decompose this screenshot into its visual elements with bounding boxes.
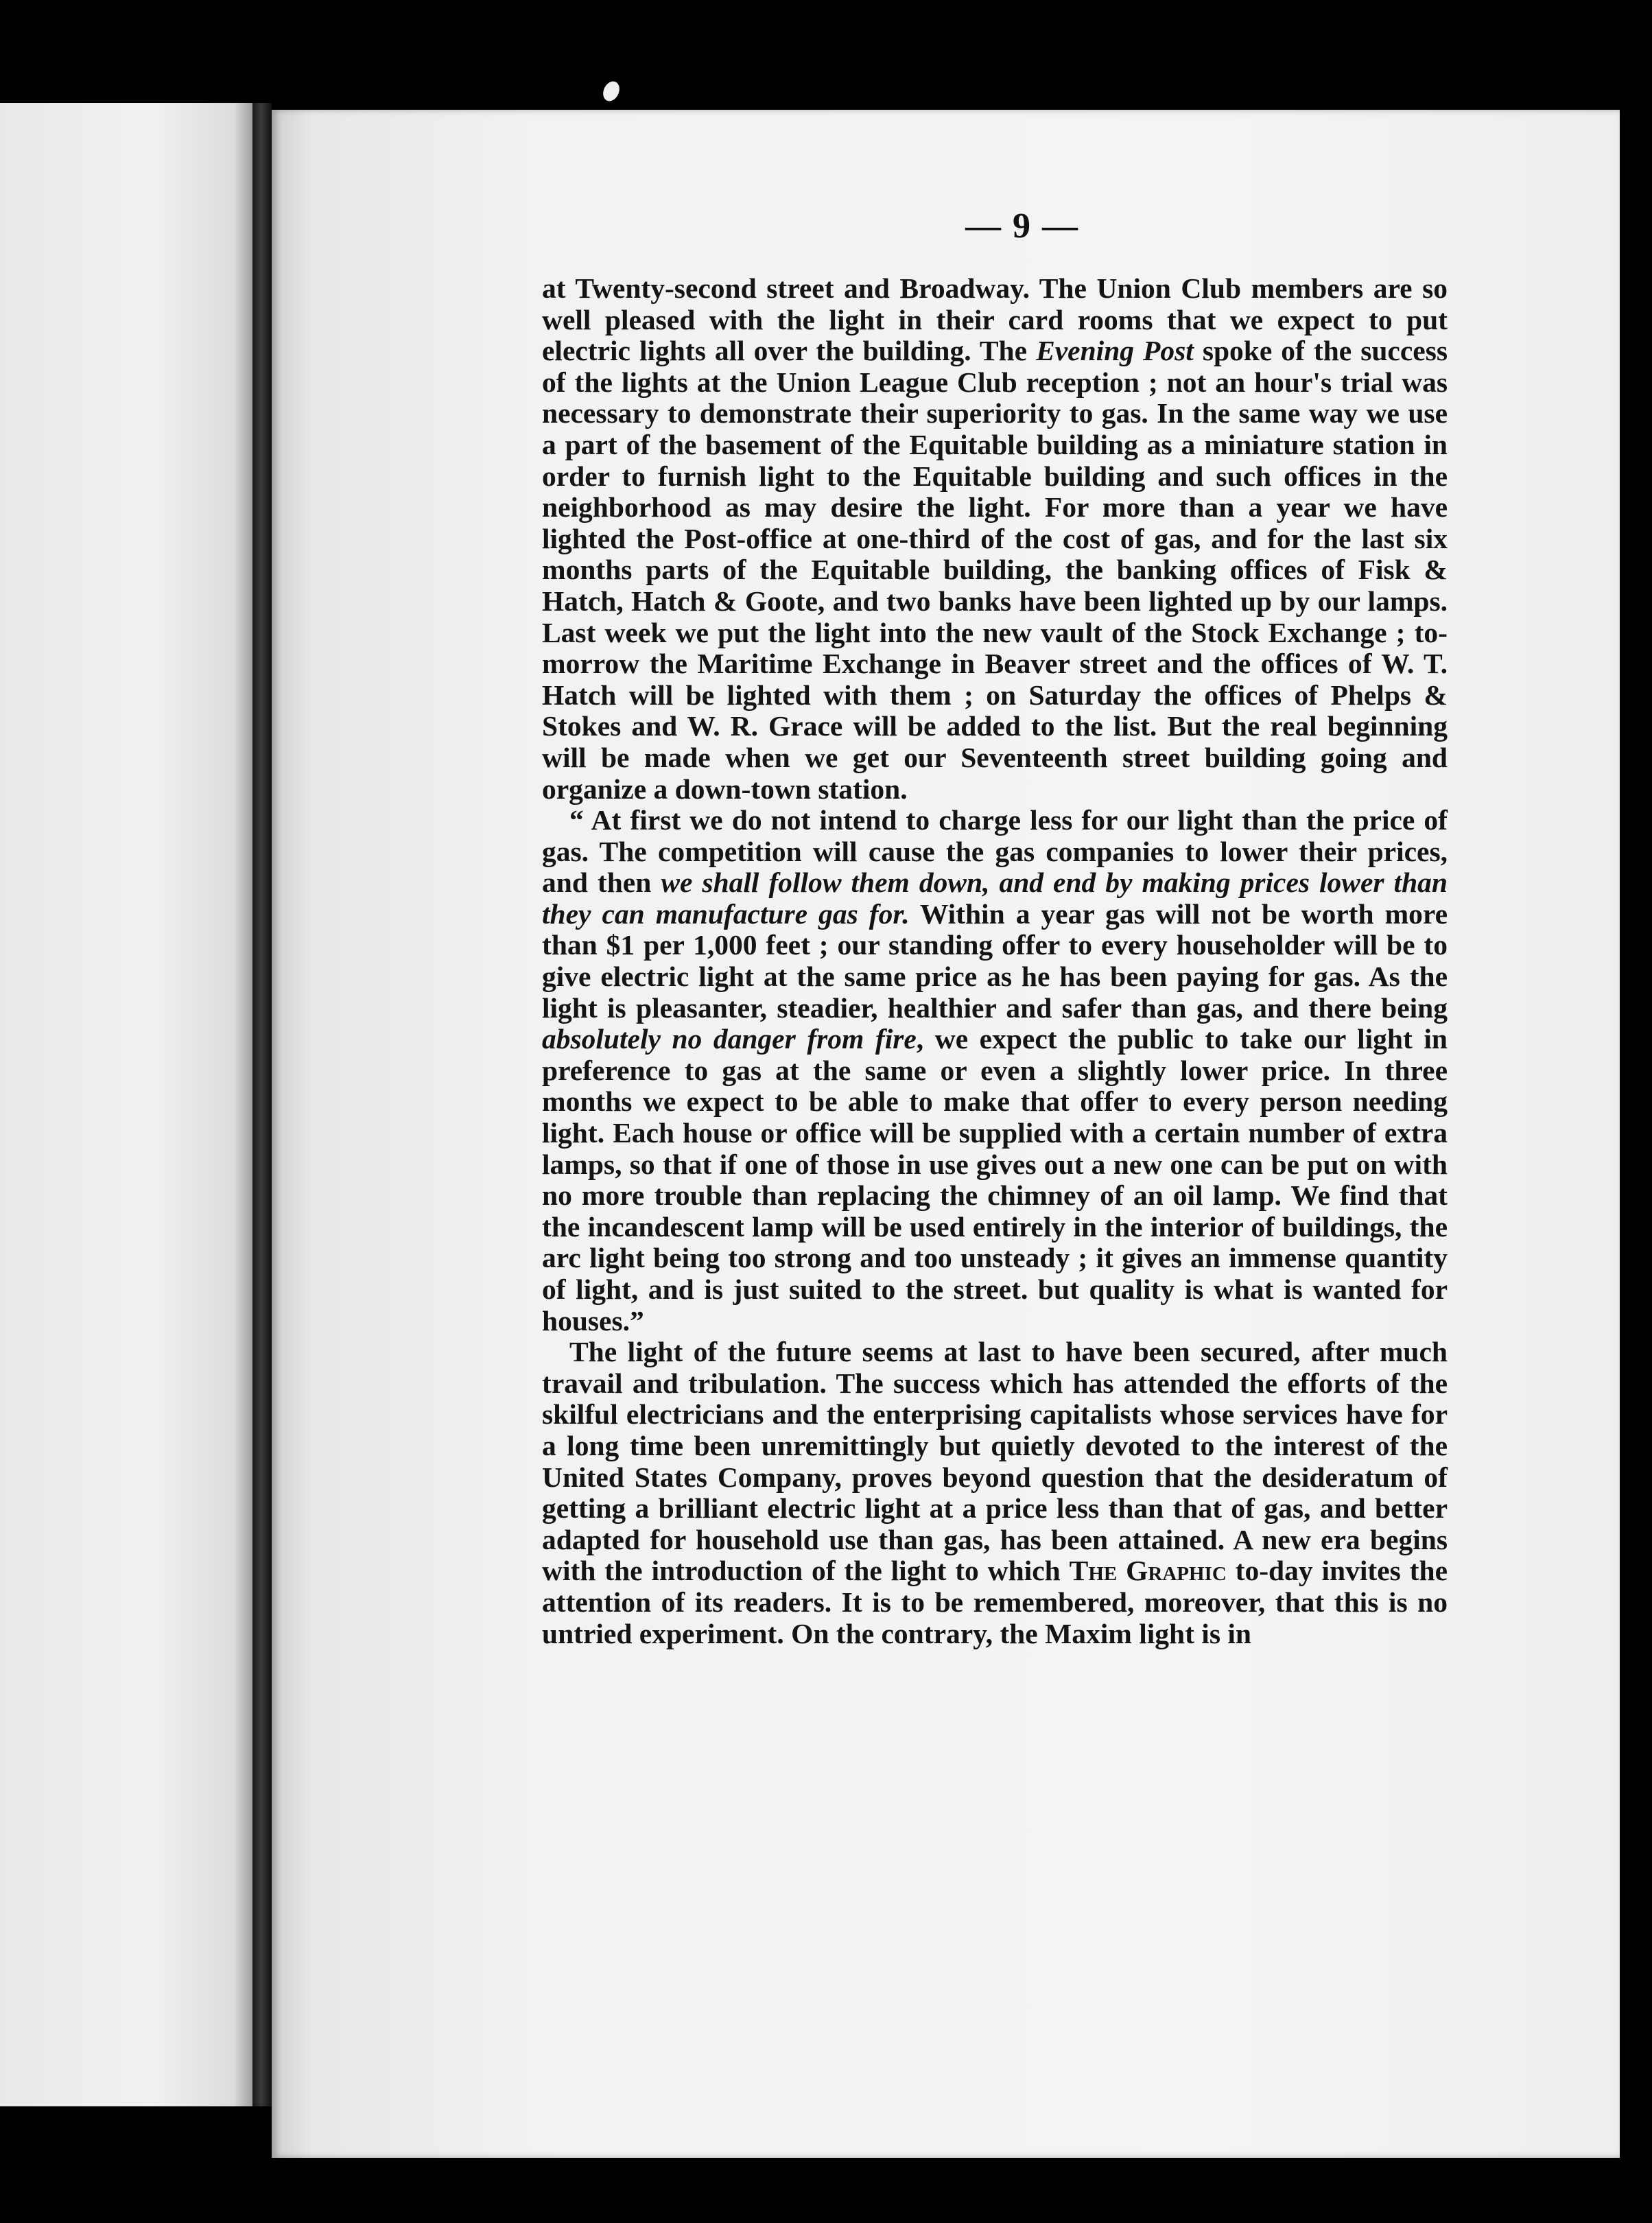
- page-number: — 9 —: [965, 207, 1079, 246]
- text-segment: , we expect the public to take our light in preference to gas at the same or even a slightly lower price. In three months we expect to be able to make that offer to every person needing light. Each house or office will be supplied with a certain number of extra lamps, so that if one of those in use gives out a new one can be put on with no more trouble than replacing the chimney of an oil lamp. We find that the incandescent lamp will be used entirely in the interior of buildings, the arc light being too strong and too unsteady ; it gives an immense quantity of light, and is just suited to the street. but quality is what is wanted for houses.”: [542, 1023, 1448, 1337]
- text-segment: we shall follow them down, and end by making prices lower than they can manufacture gas for.: [542, 867, 1448, 930]
- text-segment: “ At first we do not intend to charge less for our light than the price of gas. The competition will cause the gas companies to lower their prices, and then: [542, 804, 1448, 899]
- left-page-edge: [0, 103, 254, 2106]
- body-text: [542, 273, 1448, 1649]
- book-spine: [252, 103, 272, 2106]
- paragraph: [542, 1337, 1448, 1649]
- paragraph: [542, 805, 1448, 1337]
- text-segment: absolutely no danger from fire: [542, 1023, 917, 1055]
- text-segment: spoke of the success of the lights at the Union League Club reception ; not an hour's trial was necessary to demonstrate their superiority to gas. In the same way we use a part of the basement of the Equitable building as a miniature station in order to furnish light to the Equitable building and such offices in the neighborhood as may desire the light. For more than a year we have lighted the Post-office at one-third of the cost of gas, and for the last six months parts of the Equitable building, the banking offices of Fisk & Hatch, Hatch & Goote, and two banks have been lighted up by our lamps. Last week we put the light into the new vault of the Stock Exchange ; to-morrow the Maritime Exchange in Beaver street and the offices of W. T. Hatch will be lighted with them ; on Saturday the offices of Phelps & Stokes and W. R. Grace will be added to the list. But the real beginning will be made when we get our Seventeenth street building going and organize a down-town station.: [542, 335, 1448, 805]
- text-segment: Evening Post: [1036, 335, 1194, 367]
- text-segment: The light of the future seems at last to have been secured, after much travail and tribulation. The success which has attended the efforts of the skilful electricians and the enterprising capitalists whose services have for a long time been unremittingly but quietly devoted to the interest of the United States Company, proves beyond question that the desideratum of getting a brilliant electric light at a price less than that of gas, and better adapted for household use than gas, has been attained. A new era begins with the introduction of the light to which: [542, 1336, 1448, 1587]
- dust-speck: [600, 79, 623, 104]
- text-segment: The Graphic: [1069, 1555, 1227, 1587]
- text-segment: at Twenty-second street and Broadway. The Union Club members are so well pleased with the light in their card rooms that we expect to put electric lights all over the building. The: [542, 272, 1448, 367]
- paragraph: [542, 273, 1448, 805]
- text-segment: to-day invites the attention of its readers. It is to be remembered, moreover, that this is no untried experiment. On the contrary, the Maxim light is in: [542, 1555, 1448, 1649]
- text-segment: Within a year gas will not be worth more than $1 per 1,000 feet ; our standing offer to every householder will be to give electric light at the same price as he has been paying for gas. As the light is pleasanter, steadier, healthier and safer than gas, and there being: [542, 897, 1448, 1024]
